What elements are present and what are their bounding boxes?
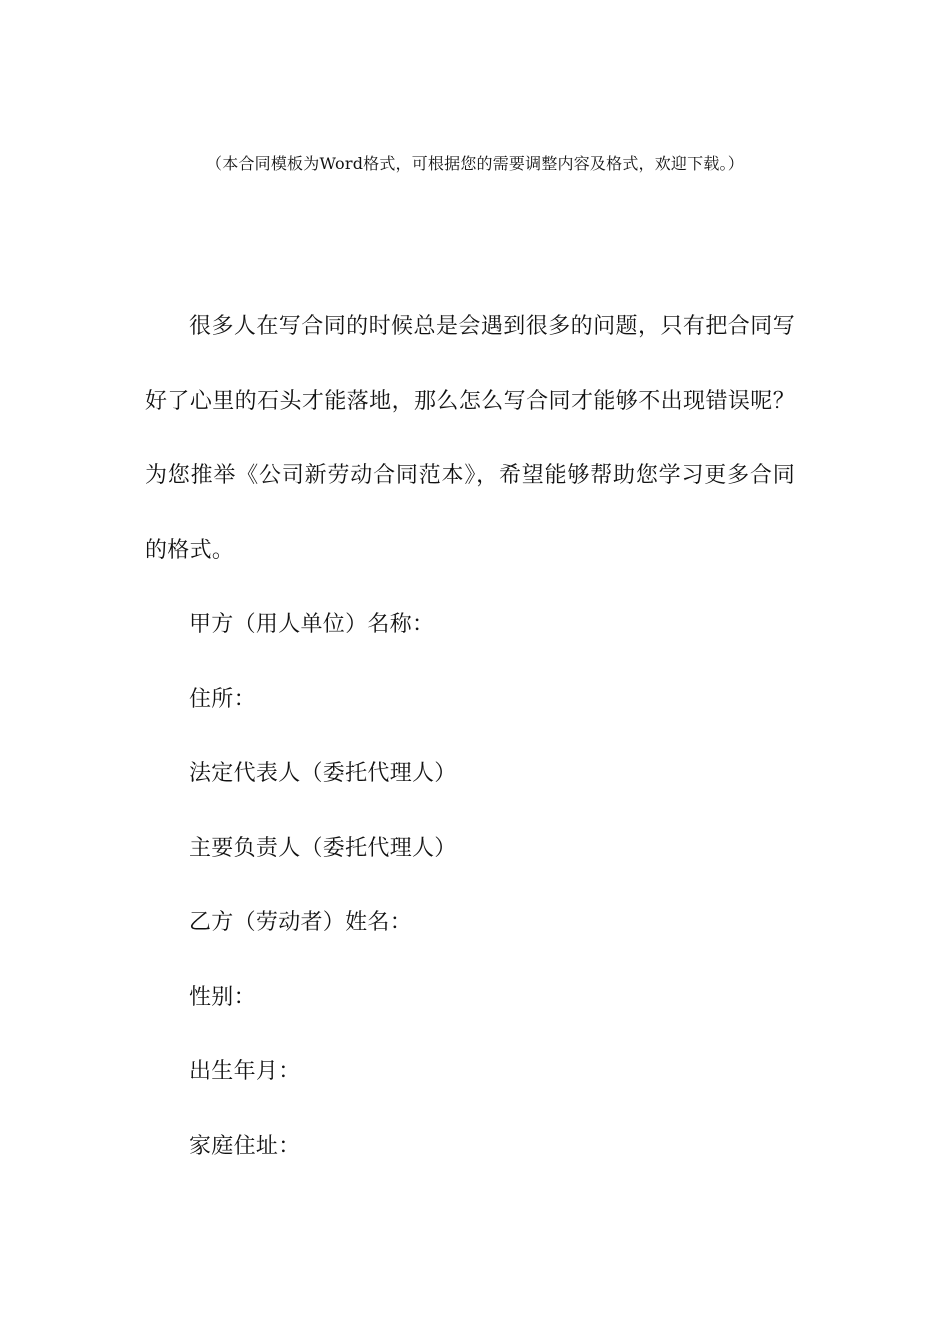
party-a-name-field: 甲方（用人单位）名称：	[189, 612, 435, 637]
party-a-address-field: 住所：	[189, 686, 256, 712]
gender-field: 性别：	[189, 984, 256, 1010]
contract-field-list	[189, 588, 457, 1184]
intro-paragraph: 很多人在写合同的时候总是会遇到很多的问题，只有把合同写好了心里的石头才能落地，那么怎么写合同才能够不出现错误呢？为您推举《公司新劳动合同范本》，希望能够帮助您学习更多合同的格式。	[145, 314, 795, 563]
template-note: （本合同模板为Word格式，可根据您的需要调整内容及格式，欢迎下载。）	[206, 154, 744, 173]
legal-representative-field: 法定代表人（委托代理人）	[189, 761, 457, 786]
principal-responsible-field: 主要负责人（委托代理人）	[189, 835, 457, 861]
party-b-name-field: 乙方（劳动者）姓名：	[189, 910, 413, 935]
birth-date-field: 出生年月：	[189, 1059, 301, 1084]
home-address-field: 家庭住址：	[189, 1133, 301, 1159]
